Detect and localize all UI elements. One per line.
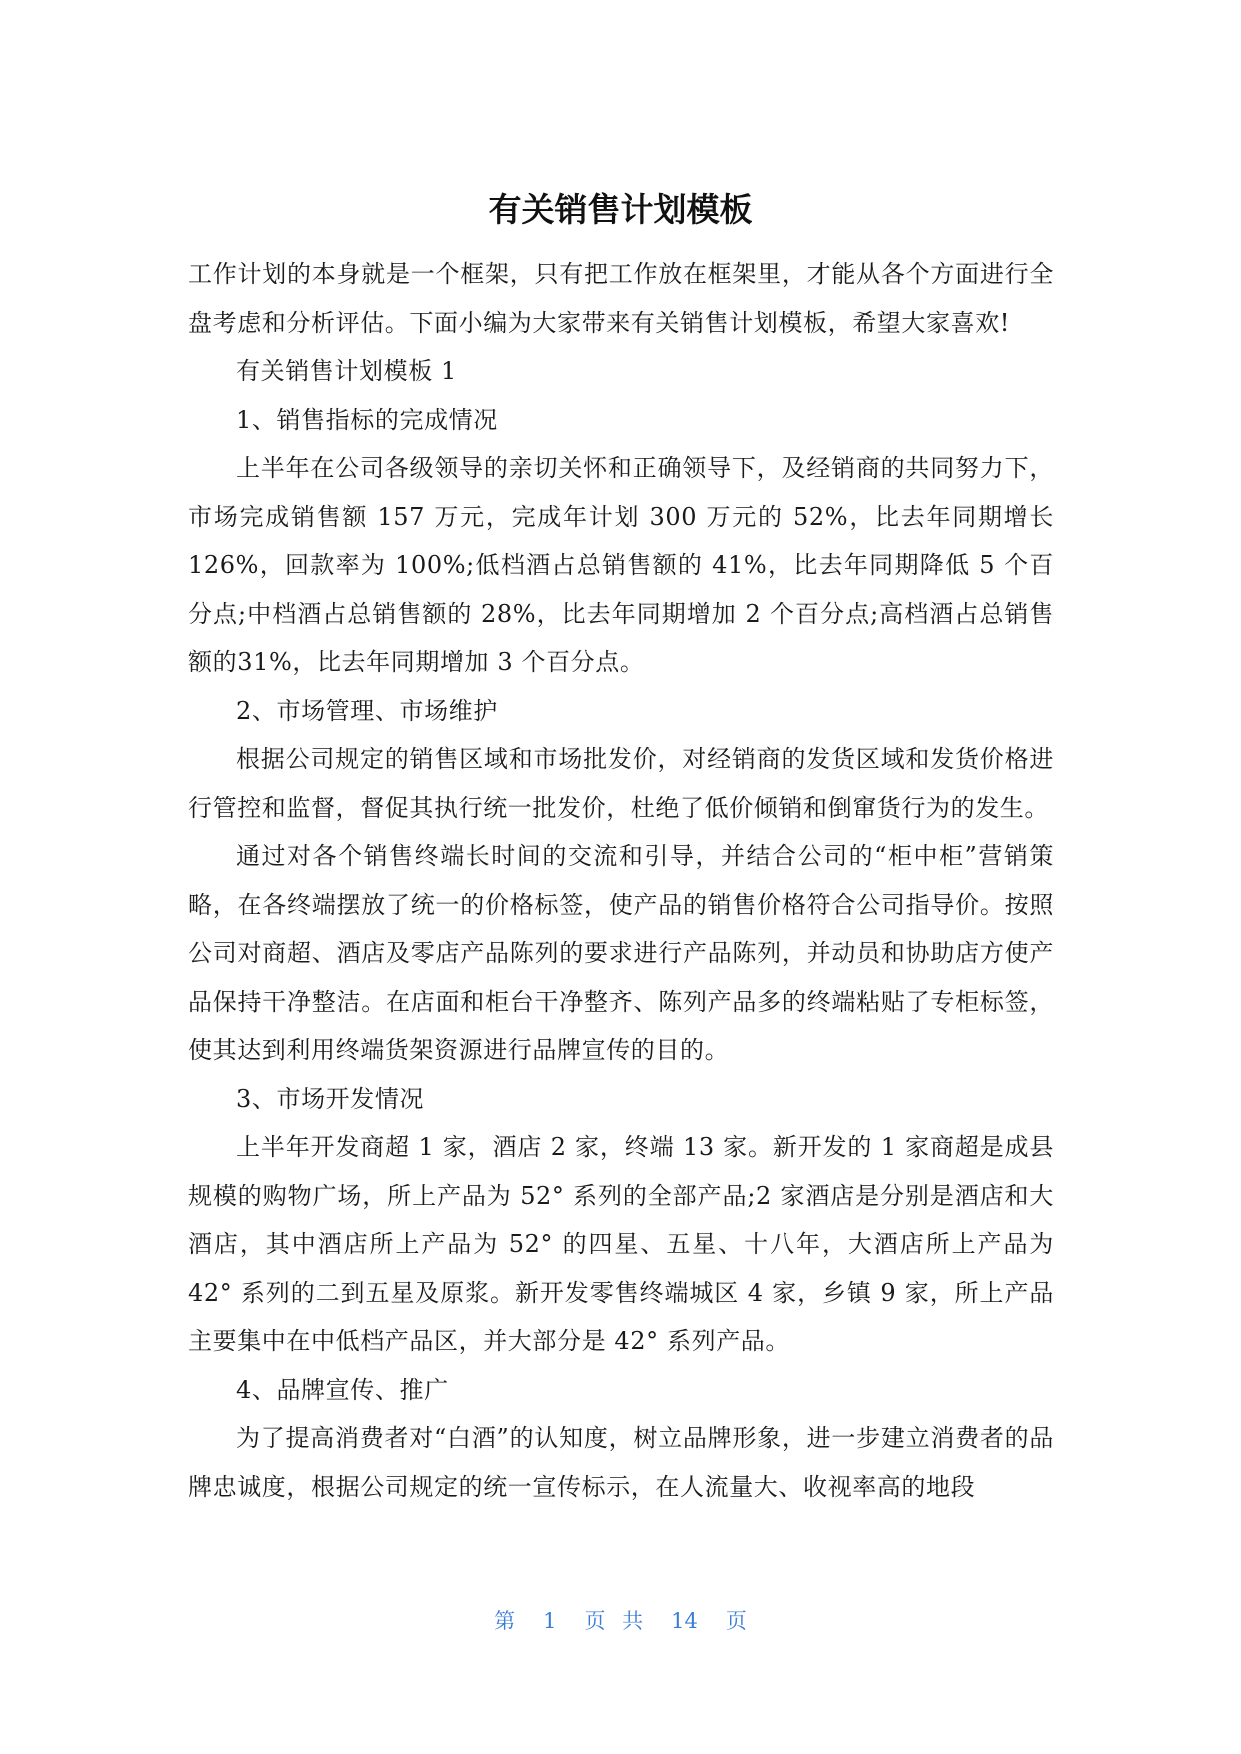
- paragraph: 根据公司规定的销售区域和市场批发价，对经销商的发货区域和发货价格进行管控和监督，督促其执行统一批发价，杜绝了低价倾销和倒窜货行为的发生。: [188, 745, 1054, 822]
- subheading-1: 1、销售指标的完成情况: [236, 405, 498, 434]
- footer-current-page: 1: [543, 1609, 557, 1633]
- paragraph: 上半年开发商超 1 家，酒店 2 家，终端 13 家。新开发的 1 家商超是成县规模的购物广场，所上产品为 52° 系列的全部产品;2 家酒店是分别是酒店和大酒店，其中酒店所上产品为 52° 的四星、五星、十八年，大酒店所上产品为 42° 系列的二到五星及原浆。新开发零售终端城区 4 家，乡镇 9 家，所上产品主要集中在中低档产品区，并大部分是 42° 系列产品。: [188, 1133, 1054, 1355]
- footer-label-page: 第: [494, 1609, 516, 1633]
- subheading-3: 3、市场开发情况: [236, 1084, 425, 1113]
- intro-paragraph: 工作计划的本身就是一个框架，只有把工作放在框架里，才能从各个方面进行全盘考虑和分析评估。下面小编为大家带来有关销售计划模板，希望大家喜欢!: [188, 260, 1054, 337]
- document-body: [188, 250, 1054, 1511]
- page-footer: [0, 1606, 1241, 1636]
- footer-total-pages: 14: [671, 1609, 698, 1633]
- section-heading: 有关销售计划模板 1: [236, 357, 457, 385]
- paragraph: 为了提高消费者对“白酒”的认知度，树立品牌形象，进一步建立消费者的品牌忠诚度，根据公司规定的统一宣传标示，在人流量大、收视率高的地段: [188, 1424, 1054, 1501]
- paragraph: 通过对各个销售终端长时间的交流和引导，并结合公司的“柜中柜”营销策略，在各终端摆放了统一的价格标签，使产品的销售价格符合公司指导价。按照公司对商超、酒店及零店产品陈列的要求进行产品陈列，并动员和协助店方使产品保持干净整洁。在店面和柜台干净整齐、陈列产品多的终端粘贴了专柜标签，使其达到利用终端货架资源进行品牌宣传的目的。: [188, 842, 1054, 1064]
- document-title: 有关销售计划模板: [488, 190, 753, 229]
- footer-label-of: 页 共: [584, 1609, 644, 1633]
- paragraph: 上半年在公司各级领导的亲切关怀和正确领导下，及经销商的共同努力下，市场完成销售额 157 万元，完成年计划 300 万元的 52%，比去年同期增长126%，回款率为 100%;低档酒占总销售额的 41%，比去年同期降低 5 个百分点;中档酒占总销售额的 28%，比去年同期增加 2 个百分点;高档酒占总销售额的31%，比去年同期增加 3 个百分点。: [188, 454, 1054, 676]
- subheading-4: 4、品牌宣传、推广: [236, 1375, 449, 1404]
- footer-label-end: 页: [725, 1609, 747, 1633]
- subheading-2: 2、市场管理、市场维护: [236, 696, 498, 725]
